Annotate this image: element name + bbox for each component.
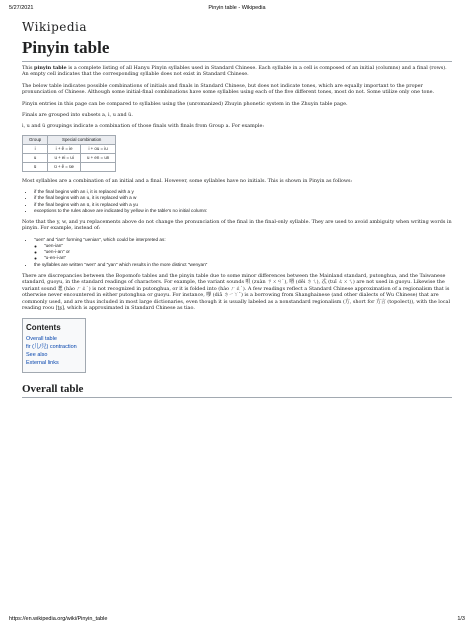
paragraph-groupings: i, u and ü groupings indicate a combination of those finals with finals from Group a. For example: bbox=[22, 123, 265, 130]
list-subitem: ◦ "uen-i-an" or bbox=[44, 249, 452, 255]
list-subitem: ◦ "u-en-i-an" bbox=[44, 255, 452, 261]
toc-item-overall-table[interactable]: Overall table bbox=[26, 336, 57, 343]
page-title: Pinyin table bbox=[22, 38, 452, 62]
table-row bbox=[23, 153, 116, 162]
paragraph-discrepancies: There are discrepancies between the Bopomofo tables and the pinyin table due to some minor differences between the Mainland standard, putonghua, and the Taiwanese standard, guoyu, in the standard readings of characters. For example, the variant sounds 唄 (zuàn ㄗㄨㄢˋ), 嘚 (dēi ㄉㄟ), 忒 (tuī ㄊㄨㄟ) are not used in guoyu. Likewise the variant sound 耄 (hào ㄏㄠˋ) is not recognized in putonghua, or it is folded into (hào ㄏㄠˋ). A few readings reflect a Standard Chinese approximation of a regionalism that is otherwise never encountered in either putonghua or guoyu. For instance, 嗲 (diǎ ㄉㄧㄚˇ) is a borrowing from Shanghainese (and other dialects of Wu Chinese) that are commonly used, and are thus included in most large dictionaries, even though it is usually labeled as a nonstandard regionalism (方, short for 方言 (topolect)), with the local reading roou [ʈʂ], which is approximated in Standard Chinese as tiao. bbox=[22, 272, 451, 311]
wikipedia-logo[interactable]: Wikipedia bbox=[22, 20, 88, 34]
paragraph-tones: The below table indicates possible combinations of initials and finals in Standard Chinese, but does not indicate tones, which are equally important to the proper pronunciation of Chinese. Although some initial-final combinations have some syllables using each of the five different tones, most do not. Some utilize only one tone. bbox=[22, 82, 435, 96]
paragraph-zhuyin: Pinyin entries in this page can be compared to syllables using the (unromanized) Zhuyin phonetic system in the Zhuyin table page. bbox=[22, 100, 348, 107]
table-row bbox=[23, 144, 116, 153]
list-subitem: ◦ "uen-ian" bbox=[44, 243, 452, 249]
toc-item-er-contraction[interactable]: fir (儿/兒) contraction bbox=[26, 344, 77, 351]
list-item: • "uen" and "ian" forming "uenian", which could be interpreted as: ◦ "uen-ian" ◦ "uen-i-an" or ◦ "u-en-i-an" bbox=[34, 237, 452, 262]
intro-paragraph: This pinyin table is a complete listing of all Hanyu Pinyin syllables used in Standard Chinese. Each syllable in a cell is composed of an initial (columns) and a final (rows). An empty cell indicates that the corresponding syllable does not exist in Standard Chinese. bbox=[22, 65, 447, 78]
table-cell bbox=[80, 162, 115, 171]
paragraph-no-initials: Most syllables are a combination of an initial and a final. However, some syllables have no initials. This is shown in Pinyin as follows: bbox=[22, 177, 353, 184]
section-heading-overall-table: Overall table bbox=[22, 383, 452, 398]
table-cell: ü + ê = üe bbox=[48, 162, 81, 171]
table-cell: i bbox=[23, 144, 48, 153]
list-item: • if the final begins with an i, it is replaced with a y bbox=[34, 189, 452, 195]
print-header bbox=[9, 5, 465, 15]
article bbox=[22, 18, 452, 398]
table-cell: i + ou = iu bbox=[80, 144, 115, 153]
ambiguity-list bbox=[22, 237, 452, 268]
toc-title: Contents bbox=[26, 323, 61, 333]
special-combination-table bbox=[22, 135, 116, 172]
toc-item-see-also[interactable]: See also bbox=[26, 352, 48, 359]
table-of-contents bbox=[22, 318, 86, 373]
toc-item-external-links[interactable]: External links bbox=[26, 360, 59, 367]
print-footer bbox=[9, 616, 465, 626]
table-cell: u bbox=[23, 153, 48, 162]
paragraph-finals: Finals are grouped into subsets a, i, u and ü. bbox=[22, 112, 133, 119]
list-item: • if the final begins with an u, it is replaced with a w bbox=[34, 195, 452, 201]
table-cell: ü bbox=[23, 162, 48, 171]
paragraph-ambiguity: Note that the y, w, and yu replacements above do not change the pronunciation of the final in the final-only syllable. They are used to avoid ambiguity when writing words in pinyin. For example, instead of: bbox=[22, 219, 452, 232]
list-item: • the syllables are written "wen" and "yan" which results in the more distinct "wenyan" bbox=[34, 262, 452, 268]
replacement-rules-list bbox=[22, 189, 452, 214]
table-cell: u + en = un bbox=[80, 153, 115, 162]
table-row bbox=[23, 162, 116, 171]
table-header: Special combination bbox=[48, 135, 116, 144]
print-page-number: 1/3 bbox=[457, 616, 465, 622]
print-date: 5/27/2021 bbox=[9, 5, 34, 11]
table-header: Group bbox=[23, 135, 48, 144]
list-item: • exceptions to the rules above are indicated by yellow in the table's no initial column: bbox=[34, 208, 452, 214]
print-url: https://en.wikipedia.org/wiki/Pinyin_table bbox=[9, 616, 108, 622]
list-item: • if the final begins with an ü, it is replaced with a yu bbox=[34, 202, 452, 208]
print-page-title: Pinyin table - Wikipedia bbox=[208, 5, 266, 11]
intro-term: pinyin table bbox=[34, 65, 67, 71]
table-cell: u + ei = ui bbox=[48, 153, 81, 162]
table-cell: i + ê = ie bbox=[48, 144, 81, 153]
